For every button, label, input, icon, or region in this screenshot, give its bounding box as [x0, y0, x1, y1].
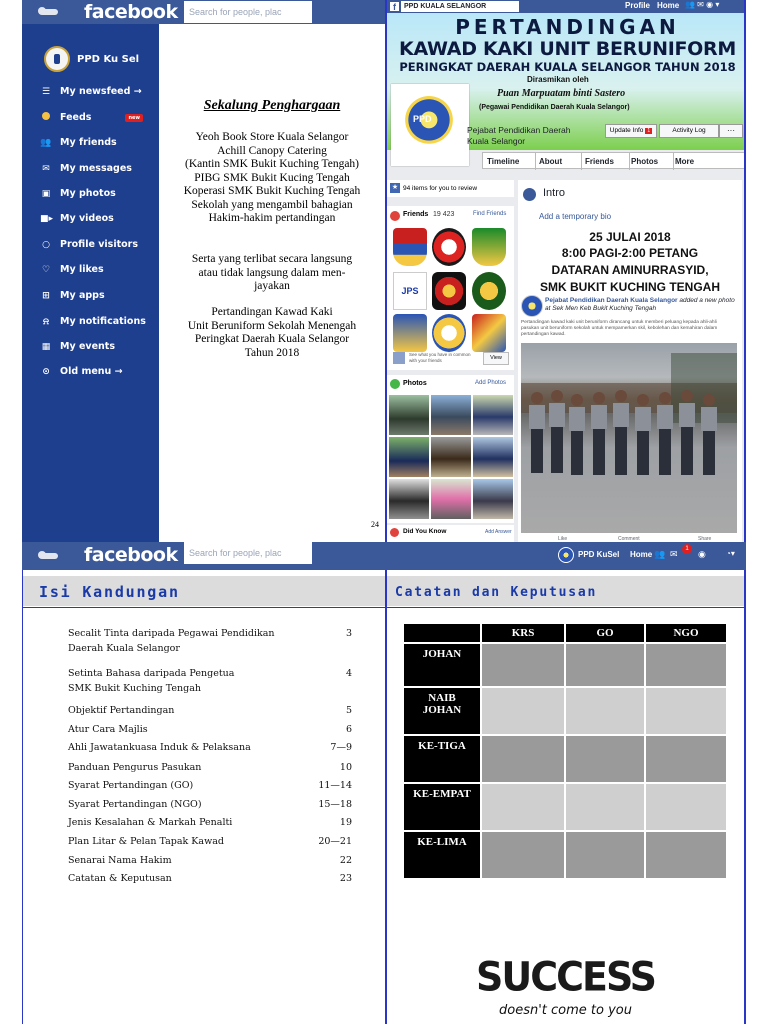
post-text: Pertandingan kawad kaki unit beruniform dirancang untuk memberi peluang kepada ahli-ahli pasukan unit beruniform sekolah untuk mempamerkan skil, kebolehan dan kemahiran dalam pertandingan kawad.	[521, 320, 718, 337]
header-icons[interactable]: 👥 ✉ ◉ ▾	[685, 0, 720, 9]
sidebar-item-notifications[interactable]: ⍾ My notifications	[40, 316, 146, 327]
officiated-by: Dirasmikan oleh	[527, 75, 589, 84]
marching-scene-illustration	[521, 343, 737, 533]
apps-grid-icon: ⊞	[42, 290, 50, 301]
success-quote-big: SUCCESS	[476, 953, 655, 1001]
result-cell[interactable]	[565, 831, 645, 879]
result-cell[interactable]	[645, 687, 727, 735]
activity-log-button[interactable]: Activity Log	[659, 124, 719, 138]
sponsor-list: Yeoh Book Store Kuala Selangor Achill Canopy Catering (Kantin SMK Bukit Kuching Tengah) PIBG SMK Bukit Kucing Tengah Koperasi SMK Bukit Kuching Tengah Sekolah yang mengambil bahagian Hakim-hakim pertandingan	[183, 131, 361, 224]
toc-entry[interactable]: Senarai Nama Hakim 22	[68, 855, 352, 866]
heart-icon: ♡	[41, 264, 51, 275]
question-icon	[390, 528, 399, 537]
photo-thumb-1[interactable]	[389, 395, 429, 435]
sidebar-item-friends[interactable]: 👥 My friends	[40, 137, 117, 148]
sidebar-item-messages[interactable]: ✉ My messages	[40, 163, 132, 174]
calendar-icon: ▦	[41, 341, 51, 352]
friend-crest-8[interactable]	[432, 314, 466, 352]
sidebar-item-feeds[interactable]: Feeds new	[40, 112, 143, 123]
find-friends-link[interactable]: Find Friends	[473, 211, 507, 217]
videos-icon: ■▸	[40, 213, 54, 224]
comment-button[interactable]: Comment	[618, 536, 640, 542]
sidebar-item-apps[interactable]: ⊞ My apps	[40, 290, 105, 301]
sidebar-item-old-menu[interactable]: ⊙ Old menu →	[40, 366, 123, 377]
friend-crest-6[interactable]	[472, 272, 506, 310]
bottom-profile-name[interactable]: PPD KuSel	[578, 550, 620, 559]
event-name: Pertandingan Kawad Kaki Unit Beruniform Sekolah Menengah Peringkat Daerah Kuala Selangor Tahun 2018	[187, 306, 357, 359]
notification-badge: 1	[682, 544, 692, 554]
column-header-ngo: NGO	[645, 623, 727, 643]
result-cell[interactable]	[645, 831, 727, 879]
post-action: added a new photo at Sek Men Keb Bukit Kuching Tengah	[545, 297, 735, 312]
result-cell[interactable]	[645, 783, 727, 831]
bell-icon: ⍾	[43, 316, 49, 327]
did-you-know-label: Did You Know	[403, 528, 447, 535]
success-quote-small: doesn't come to you	[499, 1003, 632, 1018]
friends-icon: 👥	[40, 137, 52, 148]
toc-entry[interactable]: Jenis Kesalahan & Markah Penalti 19	[68, 817, 352, 828]
view-button[interactable]: View	[483, 352, 509, 365]
friends-count: 19 423	[433, 211, 455, 218]
sidebar-item-profile-visitors[interactable]: ○ Profile visitors	[40, 239, 138, 250]
event-venue-2: SMK BUKIT KUCHING TENGAH	[540, 280, 720, 294]
toc-entry[interactable]: Setinta Bahasa daripada Pengetua 4 SMK Bukit Kuching Tengah	[68, 668, 352, 694]
photos-box	[387, 375, 514, 523]
department-name[interactable]: Pejabat Pendidikan Daerah Kuala Selangor	[467, 125, 571, 146]
result-cell[interactable]	[645, 643, 727, 687]
cover-title-line3: PERINGKAT DAERAH KUALA SELANGOR TAHUN 2018	[399, 60, 736, 74]
tab-photos[interactable]: Photos	[627, 153, 674, 170]
toc-entry[interactable]: Syarat Pertandingan (NGO) 15—18	[68, 799, 352, 810]
photo-thumb-9[interactable]	[473, 479, 513, 519]
photo-thumb-4[interactable]	[389, 437, 429, 477]
did-you-know-box	[387, 525, 514, 542]
add-answer-link[interactable]: Add Answer	[485, 529, 512, 535]
toc-entry[interactable]: Syarat Pertandingan (GO) 11—14	[68, 780, 352, 791]
row-label-ke-tiga: KE-TIGA	[403, 735, 481, 783]
event-date: 25 JULAI 2018	[589, 230, 671, 244]
acknowledgement-title: Sekalung Penghargaan	[203, 98, 341, 113]
sidebar-item-videos[interactable]: ■▸ My videos	[40, 213, 114, 224]
share-button[interactable]: Share	[698, 536, 712, 542]
globe-icon	[523, 188, 536, 201]
bottom-header-bar	[22, 542, 746, 570]
toc-entry[interactable]: Secalit Tinta daripada Pegawai Pendidikan 3 Daerah Kuala Selangor	[68, 628, 352, 654]
photos-icon: ▣	[41, 188, 51, 199]
friends-icon	[390, 211, 400, 221]
friend-requests-icon[interactable]: 👥	[654, 549, 666, 559]
toggle-icon[interactable]	[40, 9, 58, 15]
notification-badge: 1	[647, 128, 651, 134]
page-number: 24	[371, 520, 379, 529]
photo-thumb-6[interactable]	[473, 437, 513, 477]
result-cell[interactable]	[481, 783, 565, 831]
friends-box	[387, 206, 514, 370]
row-label-johan: JOHAN	[403, 643, 481, 687]
facebook-f-icon[interactable]: f	[390, 2, 399, 11]
tab-more[interactable]: More	[675, 157, 695, 166]
friend-crest-3[interactable]	[472, 228, 506, 266]
toggle-icon[interactable]	[40, 553, 58, 559]
update-info-button[interactable]: Update Info 1	[605, 124, 657, 138]
row-label-ke-lima: KE-LIMA	[403, 831, 481, 879]
thanks-statement: Serta yang terlibat secara langsung atau tidak langsung dalam men- jayakan	[191, 253, 353, 292]
cover-fb-header	[387, 0, 746, 13]
friend-crest-2[interactable]	[432, 228, 466, 266]
sidebar-item-likes[interactable]: ♡ My likes	[41, 264, 104, 275]
more-options-button[interactable]: ···	[719, 124, 743, 138]
toc-entry[interactable]: Panduan Pengurus Pasukan 10	[68, 762, 352, 773]
facebook-logo[interactable]: facebook	[84, 1, 178, 23]
toc-entry[interactable]: Objektif Pertandingan 5	[68, 705, 352, 716]
result-cell[interactable]	[481, 643, 565, 687]
dropdown-icon[interactable]: ◔▾	[726, 549, 735, 558]
result-cell[interactable]	[645, 735, 727, 783]
nav-profile-link[interactable]: Profile	[625, 1, 650, 10]
tab-friends[interactable]: Friends	[581, 153, 630, 170]
friend-crest-9[interactable]	[472, 314, 506, 352]
photos-icon	[390, 379, 400, 389]
column-header-go: GO	[565, 623, 645, 643]
result-cell[interactable]	[565, 735, 645, 783]
friends-label[interactable]: Friends	[403, 211, 429, 218]
messages-icon[interactable]: ✉	[670, 549, 678, 559]
friend-crest-4[interactable]: JPS	[393, 272, 427, 310]
friend-crest-7[interactable]	[393, 314, 427, 352]
results-title: Catatan dan Keputusan	[395, 585, 598, 600]
officiator-name: Puan Marpuatam binti Sastero	[497, 88, 626, 99]
globe-icon[interactable]: ◉	[698, 549, 706, 559]
feed-dot-icon	[40, 112, 52, 123]
star-icon: ★	[391, 184, 399, 192]
profile-picture[interactable]: PPD	[391, 84, 469, 166]
bottom-home-link[interactable]: Home	[630, 550, 653, 559]
messages-icon: ✉	[42, 163, 50, 174]
circle-icon: ○	[42, 239, 50, 250]
toc-entry[interactable]: Plan Litar & Pelan Tapak Kawad 20—21	[68, 836, 352, 847]
friend-crest-1[interactable]	[393, 228, 427, 266]
photo-thumb-8[interactable]	[431, 479, 471, 519]
result-cell[interactable]	[481, 687, 565, 735]
row-label-ke-empat: KE-EMPAT	[403, 783, 481, 831]
tab-timeline[interactable]: Timeline	[483, 153, 536, 170]
cover-title-line2: KAWAD KAKI UNIT BERUNIFORM	[399, 38, 736, 60]
sidebar-profile-name[interactable]: PPD Ku Sel	[77, 54, 140, 65]
common-friends-icon	[393, 352, 405, 364]
sidebar	[22, 24, 159, 542]
page-name-search[interactable]: PPD KUALA SELANGOR	[401, 1, 519, 12]
like-button[interactable]: Like	[558, 536, 568, 542]
list-icon: ☰	[41, 86, 51, 97]
tab-about[interactable]: About	[535, 153, 582, 170]
corner-cell	[403, 623, 481, 643]
post-avatar[interactable]	[521, 295, 543, 317]
result-cell[interactable]	[565, 687, 645, 735]
results-page	[385, 570, 746, 1024]
result-cell[interactable]	[565, 643, 645, 687]
intro-card	[518, 180, 742, 542]
clock-icon: ⊙	[42, 366, 50, 377]
results-table	[402, 622, 728, 880]
result-cell[interactable]	[481, 735, 565, 783]
toc-title: Isi Kandungan	[39, 583, 180, 601]
sidebar-item-photos[interactable]: ▣ My photos	[41, 188, 116, 199]
column-header-krs: KRS	[481, 623, 565, 643]
nav-home-link[interactable]: Home	[657, 1, 680, 10]
review-items-box[interactable]: ★ 94 items for you to review	[387, 180, 514, 197]
post-photo-marching[interactable]	[521, 343, 737, 533]
toc-band-line	[23, 607, 385, 608]
cover-title-line1: PERTANDINGAN	[455, 15, 680, 39]
profile-tabs	[482, 152, 746, 169]
cover-page-frame	[385, 0, 746, 542]
new-badge: new	[125, 114, 143, 122]
common-friends-text: See what you have in common with your friends	[409, 352, 471, 363]
toc-entry[interactable]: Atur Cara Majlis 6	[68, 724, 352, 735]
result-cell[interactable]	[565, 783, 645, 831]
photo-thumb-2[interactable]	[431, 395, 471, 435]
row-label-naib-johan: NAIB JOHAN	[403, 687, 481, 735]
friend-crest-5[interactable]	[432, 272, 466, 310]
post-author-link[interactable]: Pejabat Pendidikan Daerah Kuala Selangor	[545, 297, 678, 304]
add-photos-link[interactable]: Add Photos	[475, 380, 507, 386]
search-input[interactable]: Search for people, plac	[184, 542, 312, 564]
intro-title: Intro	[543, 187, 566, 199]
sidebar-item-newsfeed[interactable]: ☰ My newsfeed →	[41, 86, 142, 97]
top-left-header-bar	[22, 0, 385, 24]
event-venue-1: DATARAN AMINURRASYID,	[551, 263, 709, 277]
event-time: 8:00 PAGI-2:00 PETANG	[561, 246, 699, 260]
officiator-title: (Pegawai Pendidikan Daerah Kuala Selangor)	[479, 104, 630, 111]
photos-label[interactable]: Photos	[403, 380, 427, 387]
acknowledgement-page	[159, 24, 385, 542]
bottom-avatar[interactable]	[558, 547, 574, 563]
photo-thumb-7[interactable]	[389, 479, 429, 519]
results-band-line	[387, 607, 744, 608]
photo-thumb-5[interactable]	[431, 437, 471, 477]
facebook-logo[interactable]: facebook	[84, 544, 178, 566]
avatar[interactable]	[44, 46, 70, 72]
result-cell[interactable]	[481, 831, 565, 879]
search-input[interactable]: Search for people, plac	[184, 1, 312, 23]
sidebar-item-events[interactable]: ▦ My events	[41, 341, 115, 352]
photo-thumb-3[interactable]	[473, 395, 513, 435]
toc-entry[interactable]: Catatan & Keputusan 23	[68, 873, 352, 884]
add-bio-link[interactable]: Add a temporary bio	[539, 212, 612, 221]
toc-entry[interactable]: Ahli Jawatankuasa Induk & Pelaksana 7—9	[68, 742, 352, 753]
post-header	[545, 297, 741, 313]
